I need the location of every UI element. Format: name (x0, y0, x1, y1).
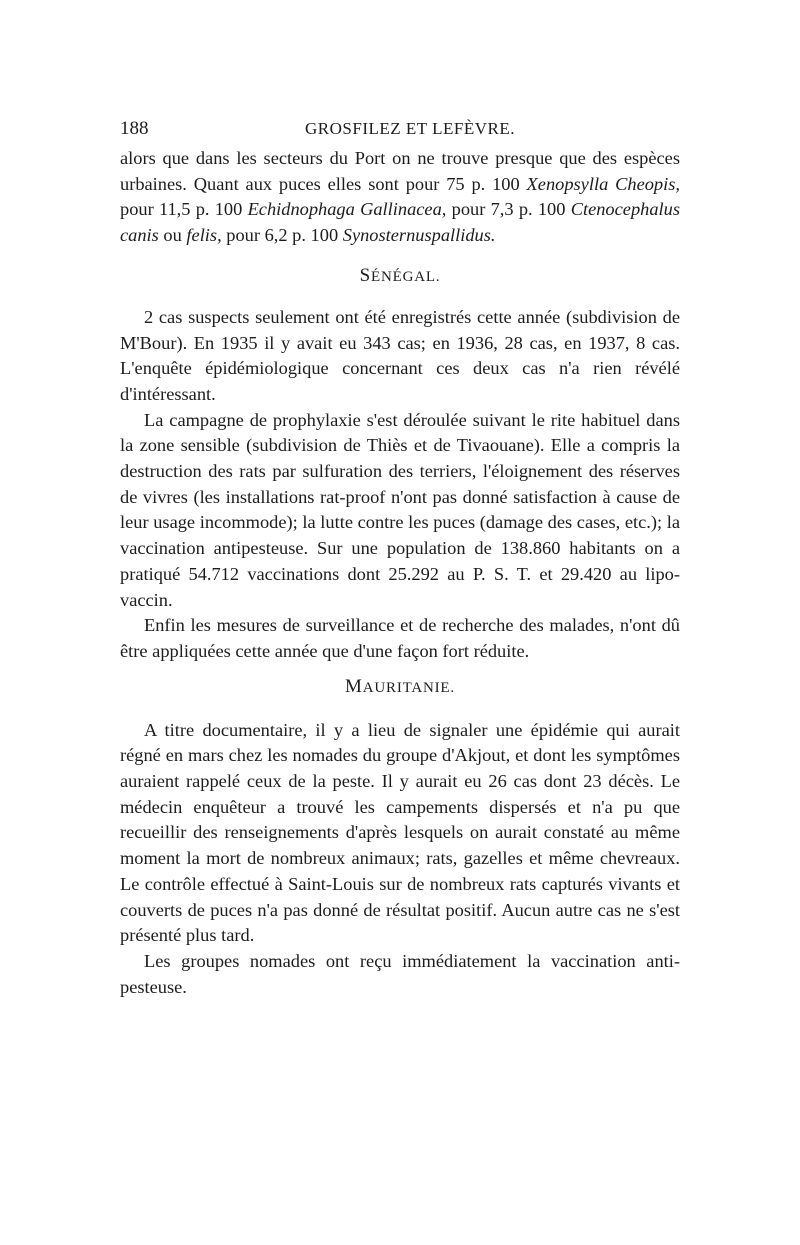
intro-text-5: pour 6,2 p. 100 (221, 225, 343, 246)
species-xenopsylla: Xenopsylla Cheopis, (526, 173, 680, 194)
intro-text-2: pour 11,5 p. 100 (120, 199, 248, 220)
senegal-paragraph-3: Enfin les mesures de surveillance et de recherche des malades, n'ont dû être appliquées cette année que d'une façon fort réduite. (120, 615, 680, 661)
senegal-paragraph-2: La campagne de prophylaxie s'est déroulée suivant le rite habituel dans la zone sensible (subdivision de Thiès et de Tivaouane). Elle a compris la destruction des rats par sulfuration des terriers, l'éloignement des réserves de vivres (les installations rat-proof n'ont pas donné satisfaction à cause de leur usage incommode); la lutte contre les puces (damage des cases, etc.); la vaccination antipesteuse. Sur une population de 138.860 habitants on a pratiqué 54.712 vaccinations dont 25.292 au P. S. T. et 29.420 au lipo-vaccin. (120, 409, 680, 610)
page-header (120, 112, 680, 146)
species-synosternus: Synosternuspallidus. (342, 225, 496, 246)
page-number: 188 (120, 118, 149, 139)
intro-paragraph (120, 146, 680, 249)
section-title-initial: M (345, 675, 363, 697)
intro-text-4: ou (158, 225, 187, 246)
intro-text-3: pour 7,3 p. 100 (446, 199, 571, 220)
senegal-paragraph-1: 2 cas suspects seulement ont été enregistrés cette année (subdivision de M'Bour). En 1935 il y avait eu 343 cas; en 1936, 28 cas, en 1937, 8 cas. L'enquête épidémiologique concernant ces deux cas n'a rien révélé d'intéressant. (120, 306, 680, 404)
document-page (120, 112, 680, 1000)
section-title-mauritanie (120, 676, 680, 698)
species-echidnophaga: Echidnophaga Gallinacea, (247, 199, 447, 220)
section-title-initial: S (359, 264, 372, 286)
section-title-rest: ÉNÉGAL. (371, 268, 441, 285)
intro-text-1: alors que dans les secteurs du Port on ne trouve presque que des espèces urbaines. Quant aux puces elles sont pour 75 p. 100 (120, 148, 680, 194)
mauritanie-paragraph-2: Les groupes nomades ont reçu immédiatement la vaccination anti-pesteuse. (120, 950, 680, 997)
running-head: GROSFILEZ ET LEFÈVRE. (305, 119, 515, 138)
section-title-senegal (120, 265, 680, 287)
section-title-rest: AURITANIE. (362, 679, 455, 696)
mauritanie-paragraph-1: A titre documentaire, il y a lieu de signaler une épidémie qui aurait régné en mars chez les nomades du groupe d'Akjout, et dont les symptômes auraient rappelé ceux de la peste. Il y aurait eu 26 cas dont 23 décès. Le médecin enquêteur a trouvé les campements dispersés et n'a pu que recueillir des renseignements d'après lesquels on aurait constaté au même moment la mort de nombreux animaux; rats, gazelles et même chevreaux. Le contrôle effectué à Saint-Louis sur de nombreux rats capturés vivants et couverts de puces n'a pas donné de résultat positif. Aucun autre cas ne s'est présenté plus tard. (120, 719, 680, 946)
species-felis: felis, (186, 225, 222, 246)
species-ctenocephalus: Ctenocephalus canis (120, 199, 680, 246)
